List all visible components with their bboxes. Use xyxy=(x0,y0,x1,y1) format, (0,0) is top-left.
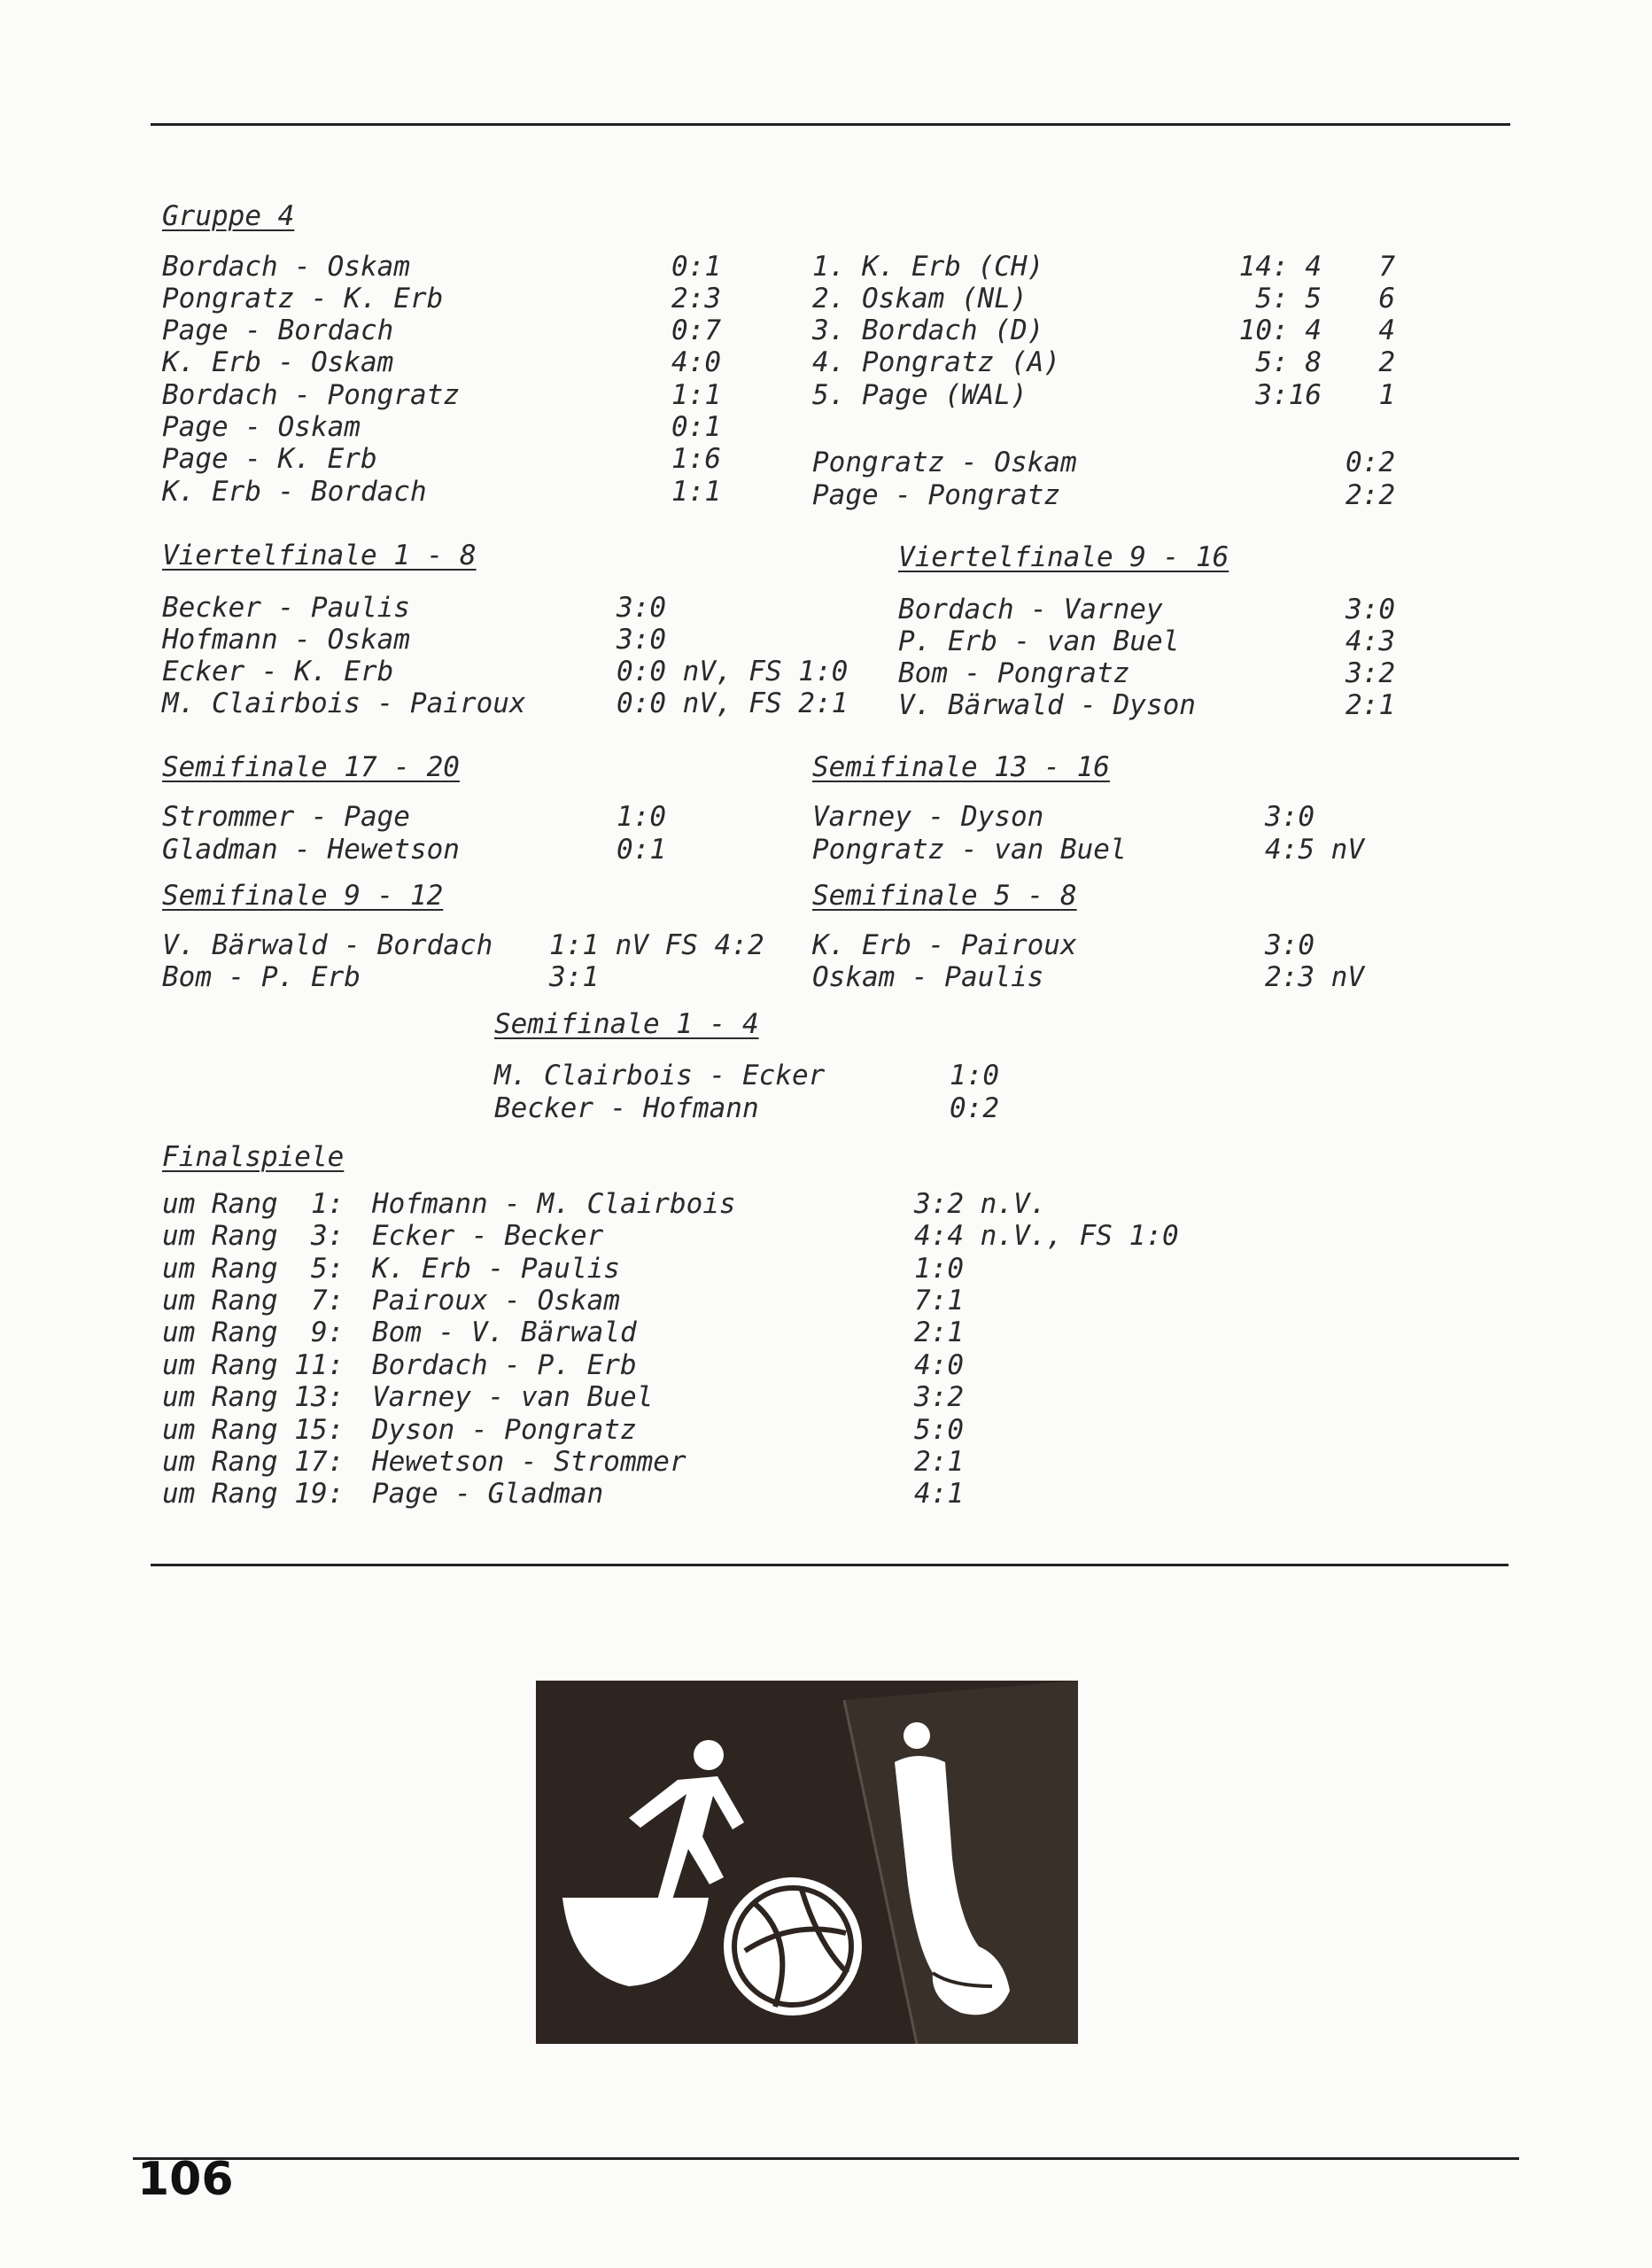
vf1-heading: Viertelfinale 1 - 8 xyxy=(162,540,477,571)
gruppe4-match-4-pair: K. Erb - Oskam xyxy=(162,346,394,378)
sf5-heading: Semifinale 5 - 8 xyxy=(812,880,1077,912)
sf1-match-1-pair: M. Clairbois - Ecker xyxy=(494,1060,826,1091)
final-1-score: 3:2 n.V. xyxy=(914,1188,1047,1220)
gruppe4-match-7-pair: Page - K. Erb xyxy=(162,443,377,475)
final-3-pair: K. Erb - Paulis xyxy=(372,1253,620,1285)
final-5-score: 2:1 xyxy=(914,1317,964,1348)
sf13-match-1-score: 3:0 xyxy=(1265,801,1315,833)
vf2-match-2-pair: P. Erb - van Buel xyxy=(898,625,1180,657)
gruppe4-match-5-score: 1:1 xyxy=(671,379,721,411)
sf13-match-1-pair: Varney - Dyson xyxy=(812,801,1044,833)
final-3-rang: um Rang 5: xyxy=(162,1253,345,1285)
finals-heading: Finalspiele xyxy=(162,1141,345,1173)
sf1-match-1-score: 1:0 xyxy=(950,1060,999,1091)
standing-3-name: 3. Bordach (D) xyxy=(812,315,1044,346)
standing-4-name: 4. Pongratz (A) xyxy=(812,346,1060,378)
standing-3-points: 4 xyxy=(1378,315,1395,346)
standing-1-points: 7 xyxy=(1378,251,1395,283)
sf17-match-2-score: 0:1 xyxy=(617,834,666,866)
final-5-rang: um Rang 9: xyxy=(162,1317,345,1348)
vf2-match-3-pair: Bom - Pongratz xyxy=(898,657,1130,689)
final-6-rang: um Rang 11: xyxy=(162,1349,345,1381)
vf2-match-1-score: 3:0 xyxy=(1346,594,1395,625)
vf1-match-2-score: 3:0 xyxy=(617,624,666,656)
sf13-match-2-pair: Pongratz - van Buel xyxy=(812,834,1127,866)
vf1-match-3-score: 0:0 nV, FS 1:0 xyxy=(617,656,849,687)
final-4-score: 7:1 xyxy=(914,1285,964,1317)
vf2-heading: Viertelfinale 9 - 16 xyxy=(898,541,1229,573)
final-8-rang: um Rang 15: xyxy=(162,1414,345,1446)
vf1-match-4-score: 0:0 nV, FS 2:1 xyxy=(617,687,849,719)
standing-1-goals: 14: 4 xyxy=(1238,251,1322,283)
gruppe4-match-8-pair: K. Erb - Bordach xyxy=(162,476,427,508)
gruppe4-extra-1-pair: Pongratz - Oskam xyxy=(812,447,1077,478)
vf1-match-1-pair: Becker - Paulis xyxy=(162,592,410,624)
gruppe4-match-6-pair: Page - Oskam xyxy=(162,411,361,443)
sf5-match-2-score: 2:3 nV xyxy=(1265,961,1364,993)
final-10-score: 4:1 xyxy=(914,1478,964,1510)
final-3-score: 1:0 xyxy=(914,1253,964,1285)
sf9-heading: Semifinale 9 - 12 xyxy=(162,880,444,912)
sf1-heading: Semifinale 1 - 4 xyxy=(494,1008,759,1040)
standing-4-points: 2 xyxy=(1378,346,1395,378)
sf5-match-1-pair: K. Erb - Pairoux xyxy=(812,929,1077,961)
final-9-score: 2:1 xyxy=(914,1446,964,1478)
standing-4-goals: 5: 8 xyxy=(1255,346,1322,378)
sf9-match-2-pair: Bom - P. Erb xyxy=(162,961,361,993)
gruppe4-match-3-score: 0:7 xyxy=(671,315,721,346)
standing-5-points: 1 xyxy=(1378,379,1395,411)
final-7-score: 3:2 xyxy=(914,1381,964,1413)
final-2-pair: Ecker - Becker xyxy=(372,1220,604,1252)
gruppe4-match-8-score: 1:1 xyxy=(671,476,721,508)
standing-2-goals: 5: 5 xyxy=(1255,283,1322,315)
sf1-match-2-pair: Becker - Hofmann xyxy=(494,1092,759,1124)
final-7-pair: Varney - van Buel xyxy=(372,1381,654,1413)
sf13-heading: Semifinale 13 - 16 xyxy=(812,751,1110,783)
final-8-score: 5:0 xyxy=(914,1414,964,1446)
final-6-score: 4:0 xyxy=(914,1349,964,1381)
sf9-match-1-pair: V. Bärwald - Bordach xyxy=(162,929,493,961)
standing-2-points: 6 xyxy=(1378,283,1395,315)
sf1-match-2-score: 0:2 xyxy=(950,1092,999,1124)
final-7-rang: um Rang 13: xyxy=(162,1381,345,1413)
final-10-pair: Page - Gladman xyxy=(372,1478,604,1510)
final-9-pair: Hewetson - Strommer xyxy=(372,1446,686,1478)
sf13-match-2-score: 4:5 nV xyxy=(1265,834,1364,866)
final-1-pair: Hofmann - M. Clairbois xyxy=(372,1188,736,1220)
final-10-rang: um Rang 19: xyxy=(162,1478,345,1510)
sf17-match-1-score: 1:0 xyxy=(617,801,666,833)
vf1-match-1-score: 3:0 xyxy=(617,592,666,624)
gruppe4-match-2-score: 2:3 xyxy=(671,283,721,315)
standing-1-name: 1. K. Erb (CH) xyxy=(812,251,1044,283)
final-9-rang: um Rang 17: xyxy=(162,1446,345,1478)
final-2-score: 4:4 n.V., FS 1:0 xyxy=(914,1220,1179,1252)
gruppe4-match-1-score: 0:1 xyxy=(671,251,721,283)
sf17-heading: Semifinale 17 - 20 xyxy=(162,751,460,783)
gruppe4-extra-2-pair: Page - Pongratz xyxy=(812,479,1060,511)
gruppe4-heading: Gruppe 4 xyxy=(162,200,295,232)
gruppe4-match-5-pair: Bordach - Pongratz xyxy=(162,379,460,411)
vf1-match-4-pair: M. Clairbois - Pairoux xyxy=(162,687,526,719)
bottom-rule xyxy=(133,2157,1519,2160)
final-5-pair: Bom - V. Bärwald xyxy=(372,1317,637,1348)
standing-3-goals: 10: 4 xyxy=(1238,315,1322,346)
vf2-match-4-pair: V. Bärwald - Dyson xyxy=(898,689,1196,721)
gruppe4-extra-1-score: 0:2 xyxy=(1346,447,1395,478)
final-8-pair: Dyson - Pongratz xyxy=(372,1414,637,1446)
gruppe4-match-1-pair: Bordach - Oskam xyxy=(162,251,410,283)
final-4-pair: Pairoux - Oskam xyxy=(372,1285,620,1317)
gruppe4-extra-2-score: 2:2 xyxy=(1346,479,1395,511)
vf2-match-1-pair: Bordach - Varney xyxy=(898,594,1163,625)
standing-5-name: 5. Page (WAL) xyxy=(812,379,1028,411)
vf2-match-4-score: 2:1 xyxy=(1346,689,1395,721)
sf5-match-2-pair: Oskam - Paulis xyxy=(812,961,1044,993)
vf2-match-3-score: 3:2 xyxy=(1346,657,1395,689)
gruppe4-match-3-pair: Page - Bordach xyxy=(162,315,394,346)
top-rule xyxy=(151,123,1510,126)
sf5-match-1-score: 3:0 xyxy=(1265,929,1315,961)
final-4-rang: um Rang 7: xyxy=(162,1285,345,1317)
sf9-match-2-score: 3:1 xyxy=(549,961,599,993)
final-2-rang: um Rang 3: xyxy=(162,1220,345,1252)
vf1-match-3-pair: Ecker - K. Erb xyxy=(162,656,394,687)
gruppe4-match-4-score: 4:0 xyxy=(671,346,721,378)
sf9-match-1-score: 1:1 nV FS 4:2 xyxy=(549,929,764,961)
standing-2-name: 2. Oskam (NL) xyxy=(812,283,1028,315)
sf17-match-2-pair: Gladman - Hewetson xyxy=(162,834,460,866)
middle-rule xyxy=(151,1564,1509,1566)
table-football-pictogram-icon xyxy=(536,1681,1078,2044)
sf17-match-1-pair: Strommer - Page xyxy=(162,801,410,833)
standing-5-goals: 3:16 xyxy=(1255,379,1322,411)
gruppe4-match-6-score: 0:1 xyxy=(671,411,721,443)
vf2-match-2-score: 4:3 xyxy=(1346,625,1395,657)
final-1-rang: um Rang 1: xyxy=(162,1188,345,1220)
gruppe4-match-7-score: 1:6 xyxy=(671,443,721,475)
page-number: 106 xyxy=(137,2153,234,2206)
gruppe4-match-2-pair: Pongratz - K. Erb xyxy=(162,283,444,315)
vf1-match-2-pair: Hofmann - Oskam xyxy=(162,624,410,656)
final-6-pair: Bordach - P. Erb xyxy=(372,1349,637,1381)
